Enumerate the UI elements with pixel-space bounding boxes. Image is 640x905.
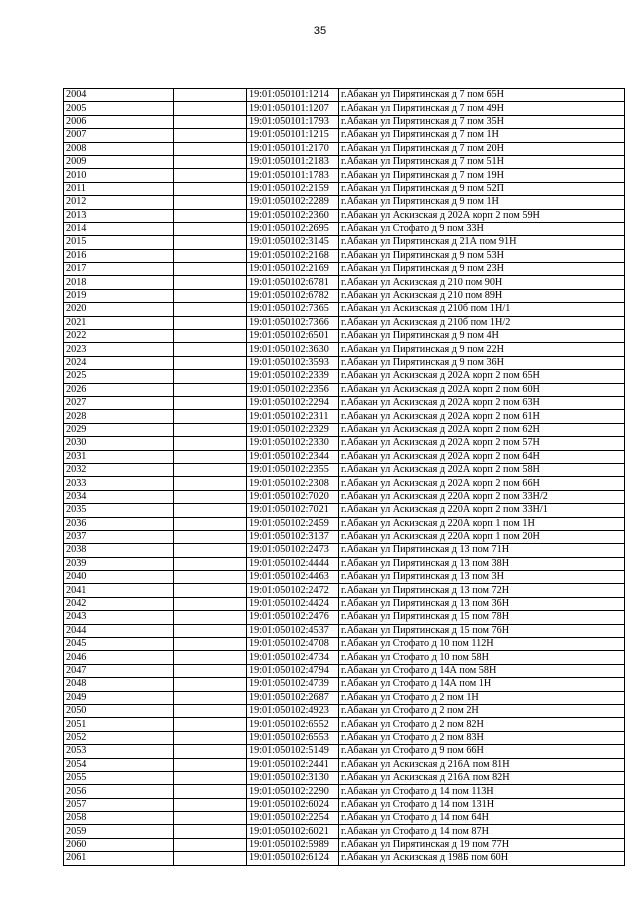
table-row [64,798,625,811]
blank-cell [174,611,247,624]
table-row [64,169,625,182]
table-row [64,423,625,436]
property-registry-table [63,88,625,866]
row-number-cell: 2030 [64,437,174,450]
cadastral-number-cell: 19:01:050102:7021 [247,504,339,517]
row-number-cell: 2019 [64,289,174,302]
blank-cell [174,477,247,490]
cadastral-number-cell: 19:01:050101:1207 [247,102,339,115]
cadastral-number-cell: 19:01:050101:1793 [247,115,339,128]
blank-cell [174,463,247,476]
row-number-cell: 2005 [64,102,174,115]
address-cell: г.Абакан ул Стофато д 10 пом 58Н [339,651,625,664]
address-cell: г.Абакан ул Пирятинская д 9 пом 52П [339,182,625,195]
table-row [64,731,625,744]
address-cell: г.Абакан ул Стофато д 14А пом 1Н [339,678,625,691]
table-row [64,664,625,677]
row-number-cell: 2008 [64,142,174,155]
table-row [64,624,625,637]
cadastral-number-cell: 19:01:050102:6024 [247,798,339,811]
table-row [64,129,625,142]
blank-cell [174,383,247,396]
row-number-cell: 2047 [64,664,174,677]
address-cell: г.Абакан ул Стофато д 9 пом 33Н [339,222,625,235]
blank-cell [174,785,247,798]
blank-cell [174,222,247,235]
cadastral-number-cell: 19:01:050102:3630 [247,343,339,356]
cadastral-number-cell: 19:01:050101:1783 [247,169,339,182]
address-cell: г.Абакан ул Аскизская д 198Б пом 60Н [339,852,625,865]
row-number-cell: 2035 [64,504,174,517]
cadastral-number-cell: 19:01:050102:4739 [247,678,339,691]
cadastral-number-cell: 19:01:050102:4444 [247,557,339,570]
cadastral-number-cell: 19:01:050102:2344 [247,450,339,463]
cadastral-number-cell: 19:01:050102:2459 [247,517,339,530]
blank-cell [174,691,247,704]
table-row [64,651,625,664]
table-row [64,437,625,450]
address-cell: г.Абакан ул Стофато д 2 пом 2Н [339,704,625,717]
cadastral-number-cell: 19:01:050102:6501 [247,330,339,343]
blank-cell [174,102,247,115]
blank-cell [174,517,247,530]
blank-cell [174,530,247,543]
row-number-cell: 2017 [64,263,174,276]
blank-cell [174,410,247,423]
row-number-cell: 2016 [64,249,174,262]
address-cell: г.Абакан ул Стофато д 14 пом 113Н [339,785,625,798]
address-cell: г.Абакан ул Пирятинская д 9 пом 4Н [339,330,625,343]
row-number-cell: 2051 [64,718,174,731]
table-row [64,611,625,624]
blank-cell [174,718,247,731]
blank-cell [174,584,247,597]
address-cell: г.Абакан ул Пирятинская д 7 пом 51Н [339,155,625,168]
blank-cell [174,396,247,409]
row-number-cell: 2032 [64,463,174,476]
address-cell: г.Абакан ул Пирятинская д 7 пом 35Н [339,115,625,128]
row-number-cell: 2050 [64,704,174,717]
table-row [64,222,625,235]
blank-cell [174,343,247,356]
table-row [64,785,625,798]
cadastral-number-cell: 19:01:050102:3593 [247,356,339,369]
blank-cell [174,289,247,302]
row-number-cell: 2011 [64,182,174,195]
address-cell: г.Абакан ул Стофато д 14 пом 131Н [339,798,625,811]
row-number-cell: 2048 [64,678,174,691]
table-row [64,852,625,865]
cadastral-number-cell: 19:01:050102:4734 [247,651,339,664]
row-number-cell: 2059 [64,825,174,838]
table-row [64,196,625,209]
address-cell: г.Абакан ул Аскизская д 210 пом 90Н [339,276,625,289]
blank-cell [174,303,247,316]
address-cell: г.Абакан ул Аскизская д 220А корп 1 пом 20Н [339,530,625,543]
table-row [64,758,625,771]
address-cell: г.Абакан ул Аскизская д 202А корп 2 пом 64Н [339,450,625,463]
row-number-cell: 2029 [64,423,174,436]
blank-cell [174,490,247,503]
address-cell: г.Абакан ул Стофато д 2 пом 82Н [339,718,625,731]
table-row [64,530,625,543]
row-number-cell: 2045 [64,638,174,651]
row-number-cell: 2033 [64,477,174,490]
address-cell: г.Абакан ул Аскизская д 216А пом 82Н [339,771,625,784]
table-row [64,812,625,825]
table-row [64,209,625,222]
row-number-cell: 2025 [64,370,174,383]
blank-cell [174,370,247,383]
cadastral-number-cell: 19:01:050102:2330 [247,437,339,450]
address-cell: г.Абакан ул Аскизская д 202А корп 2 пом 63Н [339,396,625,409]
address-cell: г.Абакан ул Пирятинская д 9 пом 22Н [339,343,625,356]
row-number-cell: 2046 [64,651,174,664]
table-row [64,745,625,758]
row-number-cell: 2021 [64,316,174,329]
address-cell: г.Абакан ул Стофато д 14А пом 58Н [339,664,625,677]
address-cell: г.Абакан ул Аскизская д 202А корп 2 пом 61Н [339,410,625,423]
address-cell: г.Абакан ул Пирятинская д 9 пом 53Н [339,249,625,262]
blank-cell [174,356,247,369]
table-row [64,638,625,651]
cadastral-number-cell: 19:01:050102:4794 [247,664,339,677]
address-cell: г.Абакан ул Стофато д 2 пом 83Н [339,731,625,744]
address-cell: г.Абакан ул Аскизская д 202А корп 2 пом 57Н [339,437,625,450]
cadastral-number-cell: 19:01:050102:4424 [247,597,339,610]
table-row [64,504,625,517]
row-number-cell: 2043 [64,611,174,624]
table-row [64,691,625,704]
row-number-cell: 2015 [64,236,174,249]
cadastral-number-cell: 19:01:050102:2687 [247,691,339,704]
blank-cell [174,169,247,182]
cadastral-number-cell: 19:01:050102:2311 [247,410,339,423]
table-row [64,838,625,851]
cadastral-number-cell: 19:01:050102:4708 [247,638,339,651]
cadastral-number-cell: 19:01:050102:7366 [247,316,339,329]
address-cell: г.Абакан ул Аскизская д 210б пом 1Н/1 [339,303,625,316]
blank-cell [174,838,247,851]
cadastral-number-cell: 19:01:050102:6782 [247,289,339,302]
row-number-cell: 2041 [64,584,174,597]
row-number-cell: 2034 [64,490,174,503]
row-number-cell: 2023 [64,343,174,356]
address-cell: г.Абакан ул Аскизская д 210б пом 1Н/2 [339,316,625,329]
blank-cell [174,798,247,811]
cadastral-number-cell: 19:01:050102:2441 [247,758,339,771]
blank-cell [174,651,247,664]
blank-cell [174,624,247,637]
table-row [64,771,625,784]
blank-cell [174,758,247,771]
table-row [64,249,625,262]
cadastral-number-cell: 19:01:050102:4923 [247,704,339,717]
cadastral-number-cell: 19:01:050102:2290 [247,785,339,798]
cadastral-number-cell: 19:01:050102:6553 [247,731,339,744]
table-row [64,490,625,503]
blank-cell [174,89,247,102]
table-row [64,584,625,597]
row-number-cell: 2007 [64,129,174,142]
table-row [64,102,625,115]
blank-cell [174,196,247,209]
cadastral-number-cell: 19:01:050102:5989 [247,838,339,851]
cadastral-number-cell: 19:01:050102:2329 [247,423,339,436]
cadastral-number-cell: 19:01:050102:7365 [247,303,339,316]
table-row [64,236,625,249]
table-row [64,182,625,195]
table-row [64,825,625,838]
cadastral-number-cell: 19:01:050102:3145 [247,236,339,249]
table-row [64,450,625,463]
table-row [64,356,625,369]
cadastral-number-cell: 19:01:050102:2473 [247,544,339,557]
cadastral-number-cell: 19:01:050101:2183 [247,155,339,168]
blank-cell [174,263,247,276]
blank-cell [174,450,247,463]
table-row [64,115,625,128]
cadastral-number-cell: 19:01:050102:3130 [247,771,339,784]
address-cell: г.Абакан ул Пирятинская д 13 пом 3Н [339,571,625,584]
row-number-cell: 2020 [64,303,174,316]
row-number-cell: 2053 [64,745,174,758]
address-cell: г.Абакан ул Аскизская д 202А корп 2 пом 66Н [339,477,625,490]
cadastral-number-cell: 19:01:050102:2294 [247,396,339,409]
row-number-cell: 2004 [64,89,174,102]
row-number-cell: 2042 [64,597,174,610]
address-cell: г.Абакан ул Пирятинская д 7 пом 20Н [339,142,625,155]
table-row [64,718,625,731]
address-cell: г.Абакан ул Аскизская д 202А корп 2 пом 62Н [339,423,625,436]
address-cell: г.Абакан ул Стофато д 14 пом 64Н [339,812,625,825]
blank-cell [174,129,247,142]
cadastral-number-cell: 19:01:050102:2339 [247,370,339,383]
blank-cell [174,544,247,557]
row-number-cell: 2037 [64,530,174,543]
table-row [64,396,625,409]
blank-cell [174,249,247,262]
address-cell: г.Абакан ул Пирятинская д 19 пом 77Н [339,838,625,851]
blank-cell [174,771,247,784]
blank-cell [174,155,247,168]
table-body [64,89,625,866]
row-number-cell: 2055 [64,771,174,784]
row-number-cell: 2039 [64,557,174,570]
address-cell: г.Абакан ул Пирятинская д 9 пом 23Н [339,263,625,276]
address-cell: г.Абакан ул Пирятинская д 15 пом 76Н [339,624,625,637]
table-row [64,704,625,717]
row-number-cell: 2013 [64,209,174,222]
cadastral-number-cell: 19:01:050102:6124 [247,852,339,865]
address-cell: г.Абакан ул Аскизская д 210 пом 89Н [339,289,625,302]
table-row [64,343,625,356]
address-cell: г.Абакан ул Аскизская д 216А пом 81Н [339,758,625,771]
table-row [64,557,625,570]
table-row [64,597,625,610]
address-cell: г.Абакан ул Аскизская д 220А корп 2 пом 33Н/1 [339,504,625,517]
table-row [64,89,625,102]
address-cell: г.Абакан ул Пирятинская д 13 пом 38Н [339,557,625,570]
blank-cell [174,597,247,610]
row-number-cell: 2022 [64,330,174,343]
cadastral-number-cell: 19:01:050102:2159 [247,182,339,195]
row-number-cell: 2006 [64,115,174,128]
blank-cell [174,731,247,744]
cadastral-number-cell: 19:01:050102:2695 [247,222,339,235]
blank-cell [174,678,247,691]
table-row [64,678,625,691]
row-number-cell: 2028 [64,410,174,423]
address-cell: г.Абакан ул Пирятинская д 9 пом 1Н [339,196,625,209]
cadastral-number-cell: 19:01:050101:1215 [247,129,339,142]
row-number-cell: 2012 [64,196,174,209]
cadastral-number-cell: 19:01:050102:6552 [247,718,339,731]
cadastral-number-cell: 19:01:050102:2289 [247,196,339,209]
blank-cell [174,209,247,222]
table-row [64,263,625,276]
blank-cell [174,423,247,436]
row-number-cell: 2031 [64,450,174,463]
table-row [64,517,625,530]
blank-cell [174,571,247,584]
address-cell: г.Абакан ул Аскизская д 220А корп 1 пом 1Н [339,517,625,530]
blank-cell [174,638,247,651]
blank-cell [174,825,247,838]
table-row [64,303,625,316]
row-number-cell: 2044 [64,624,174,637]
row-number-cell: 2056 [64,785,174,798]
cadastral-number-cell: 19:01:050102:5149 [247,745,339,758]
address-cell: г.Абакан ул Стофато д 9 пом 66Н [339,745,625,758]
row-number-cell: 2027 [64,396,174,409]
table-row [64,142,625,155]
cadastral-number-cell: 19:01:050102:6781 [247,276,339,289]
blank-cell [174,557,247,570]
row-number-cell: 2049 [64,691,174,704]
cadastral-number-cell: 19:01:050102:2308 [247,477,339,490]
table-row [64,289,625,302]
cadastral-number-cell: 19:01:050102:4537 [247,624,339,637]
blank-cell [174,812,247,825]
row-number-cell: 2060 [64,838,174,851]
blank-cell [174,182,247,195]
blank-cell [174,316,247,329]
address-cell: г.Абакан ул Пирятинская д 13 пом 36Н [339,597,625,610]
table-row [64,155,625,168]
blank-cell [174,330,247,343]
address-cell: г.Абакан ул Пирятинская д 21А пом 91Н [339,236,625,249]
address-cell: г.Абакан ул Стофато д 14 пом 87Н [339,825,625,838]
table-row [64,544,625,557]
table-row [64,477,625,490]
cadastral-number-cell: 19:01:050102:2168 [247,249,339,262]
address-cell: г.Абакан ул Аскизская д 202А корп 2 пом 58Н [339,463,625,476]
cadastral-number-cell: 19:01:050102:2254 [247,812,339,825]
address-cell: г.Абакан ул Стофато д 2 пом 1Н [339,691,625,704]
cadastral-number-cell: 19:01:050102:7020 [247,490,339,503]
address-cell: г.Абакан ул Аскизская д 202А корп 2 пом 59Н [339,209,625,222]
table-row [64,571,625,584]
cadastral-number-cell: 19:01:050102:2169 [247,263,339,276]
row-number-cell: 2024 [64,356,174,369]
table-row [64,410,625,423]
table-row [64,276,625,289]
address-cell: г.Абакан ул Аскизская д 202А корп 2 пом 65Н [339,370,625,383]
row-number-cell: 2040 [64,571,174,584]
row-number-cell: 2038 [64,544,174,557]
address-cell: г.Абакан ул Пирятинская д 9 пом 36Н [339,356,625,369]
address-cell: г.Абакан ул Пирятинская д 7 пом 49Н [339,102,625,115]
page-number: 35 [313,25,327,37]
blank-cell [174,852,247,865]
address-cell: г.Абакан ул Пирятинская д 7 пом 1Н [339,129,625,142]
address-cell: г.Абакан ул Аскизская д 220А корп 2 пом 33Н/2 [339,490,625,503]
cadastral-number-cell: 19:01:050102:2360 [247,209,339,222]
cadastral-number-cell: 19:01:050102:2476 [247,611,339,624]
table-row [64,383,625,396]
blank-cell [174,142,247,155]
address-cell: г.Абакан ул Стофато д 10 пом 112Н [339,638,625,651]
table-row [64,330,625,343]
cadastral-number-cell: 19:01:050102:2355 [247,463,339,476]
row-number-cell: 2057 [64,798,174,811]
row-number-cell: 2009 [64,155,174,168]
cadastral-number-cell: 19:01:050102:6021 [247,825,339,838]
cadastral-number-cell: 19:01:050102:4463 [247,571,339,584]
row-number-cell: 2054 [64,758,174,771]
cadastral-number-cell: 19:01:050102:3137 [247,530,339,543]
blank-cell [174,664,247,677]
address-cell: г.Абакан ул Пирятинская д 7 пом 65Н [339,89,625,102]
blank-cell [174,704,247,717]
cadastral-number-cell: 19:01:050102:2356 [247,383,339,396]
row-number-cell: 2036 [64,517,174,530]
blank-cell [174,115,247,128]
address-cell: г.Абакан ул Пирятинская д 7 пом 19Н [339,169,625,182]
table-row [64,316,625,329]
cadastral-number-cell: 19:01:050101:2170 [247,142,339,155]
row-number-cell: 2058 [64,812,174,825]
address-cell: г.Абакан ул Пирятинская д 13 пом 72Н [339,584,625,597]
blank-cell [174,437,247,450]
table-row [64,370,625,383]
row-number-cell: 2061 [64,852,174,865]
address-cell: г.Абакан ул Пирятинская д 13 пом 71Н [339,544,625,557]
address-cell: г.Абакан ул Аскизская д 202А корп 2 пом 60Н [339,383,625,396]
blank-cell [174,236,247,249]
cadastral-number-cell: 19:01:050102:2472 [247,584,339,597]
row-number-cell: 2026 [64,383,174,396]
row-number-cell: 2014 [64,222,174,235]
blank-cell [174,745,247,758]
cadastral-number-cell: 19:01:050101:1214 [247,89,339,102]
table-row [64,463,625,476]
address-cell: г.Абакан ул Пирятинская д 15 пом 78Н [339,611,625,624]
row-number-cell: 2010 [64,169,174,182]
row-number-cell: 2052 [64,731,174,744]
blank-cell [174,276,247,289]
blank-cell [174,504,247,517]
row-number-cell: 2018 [64,276,174,289]
